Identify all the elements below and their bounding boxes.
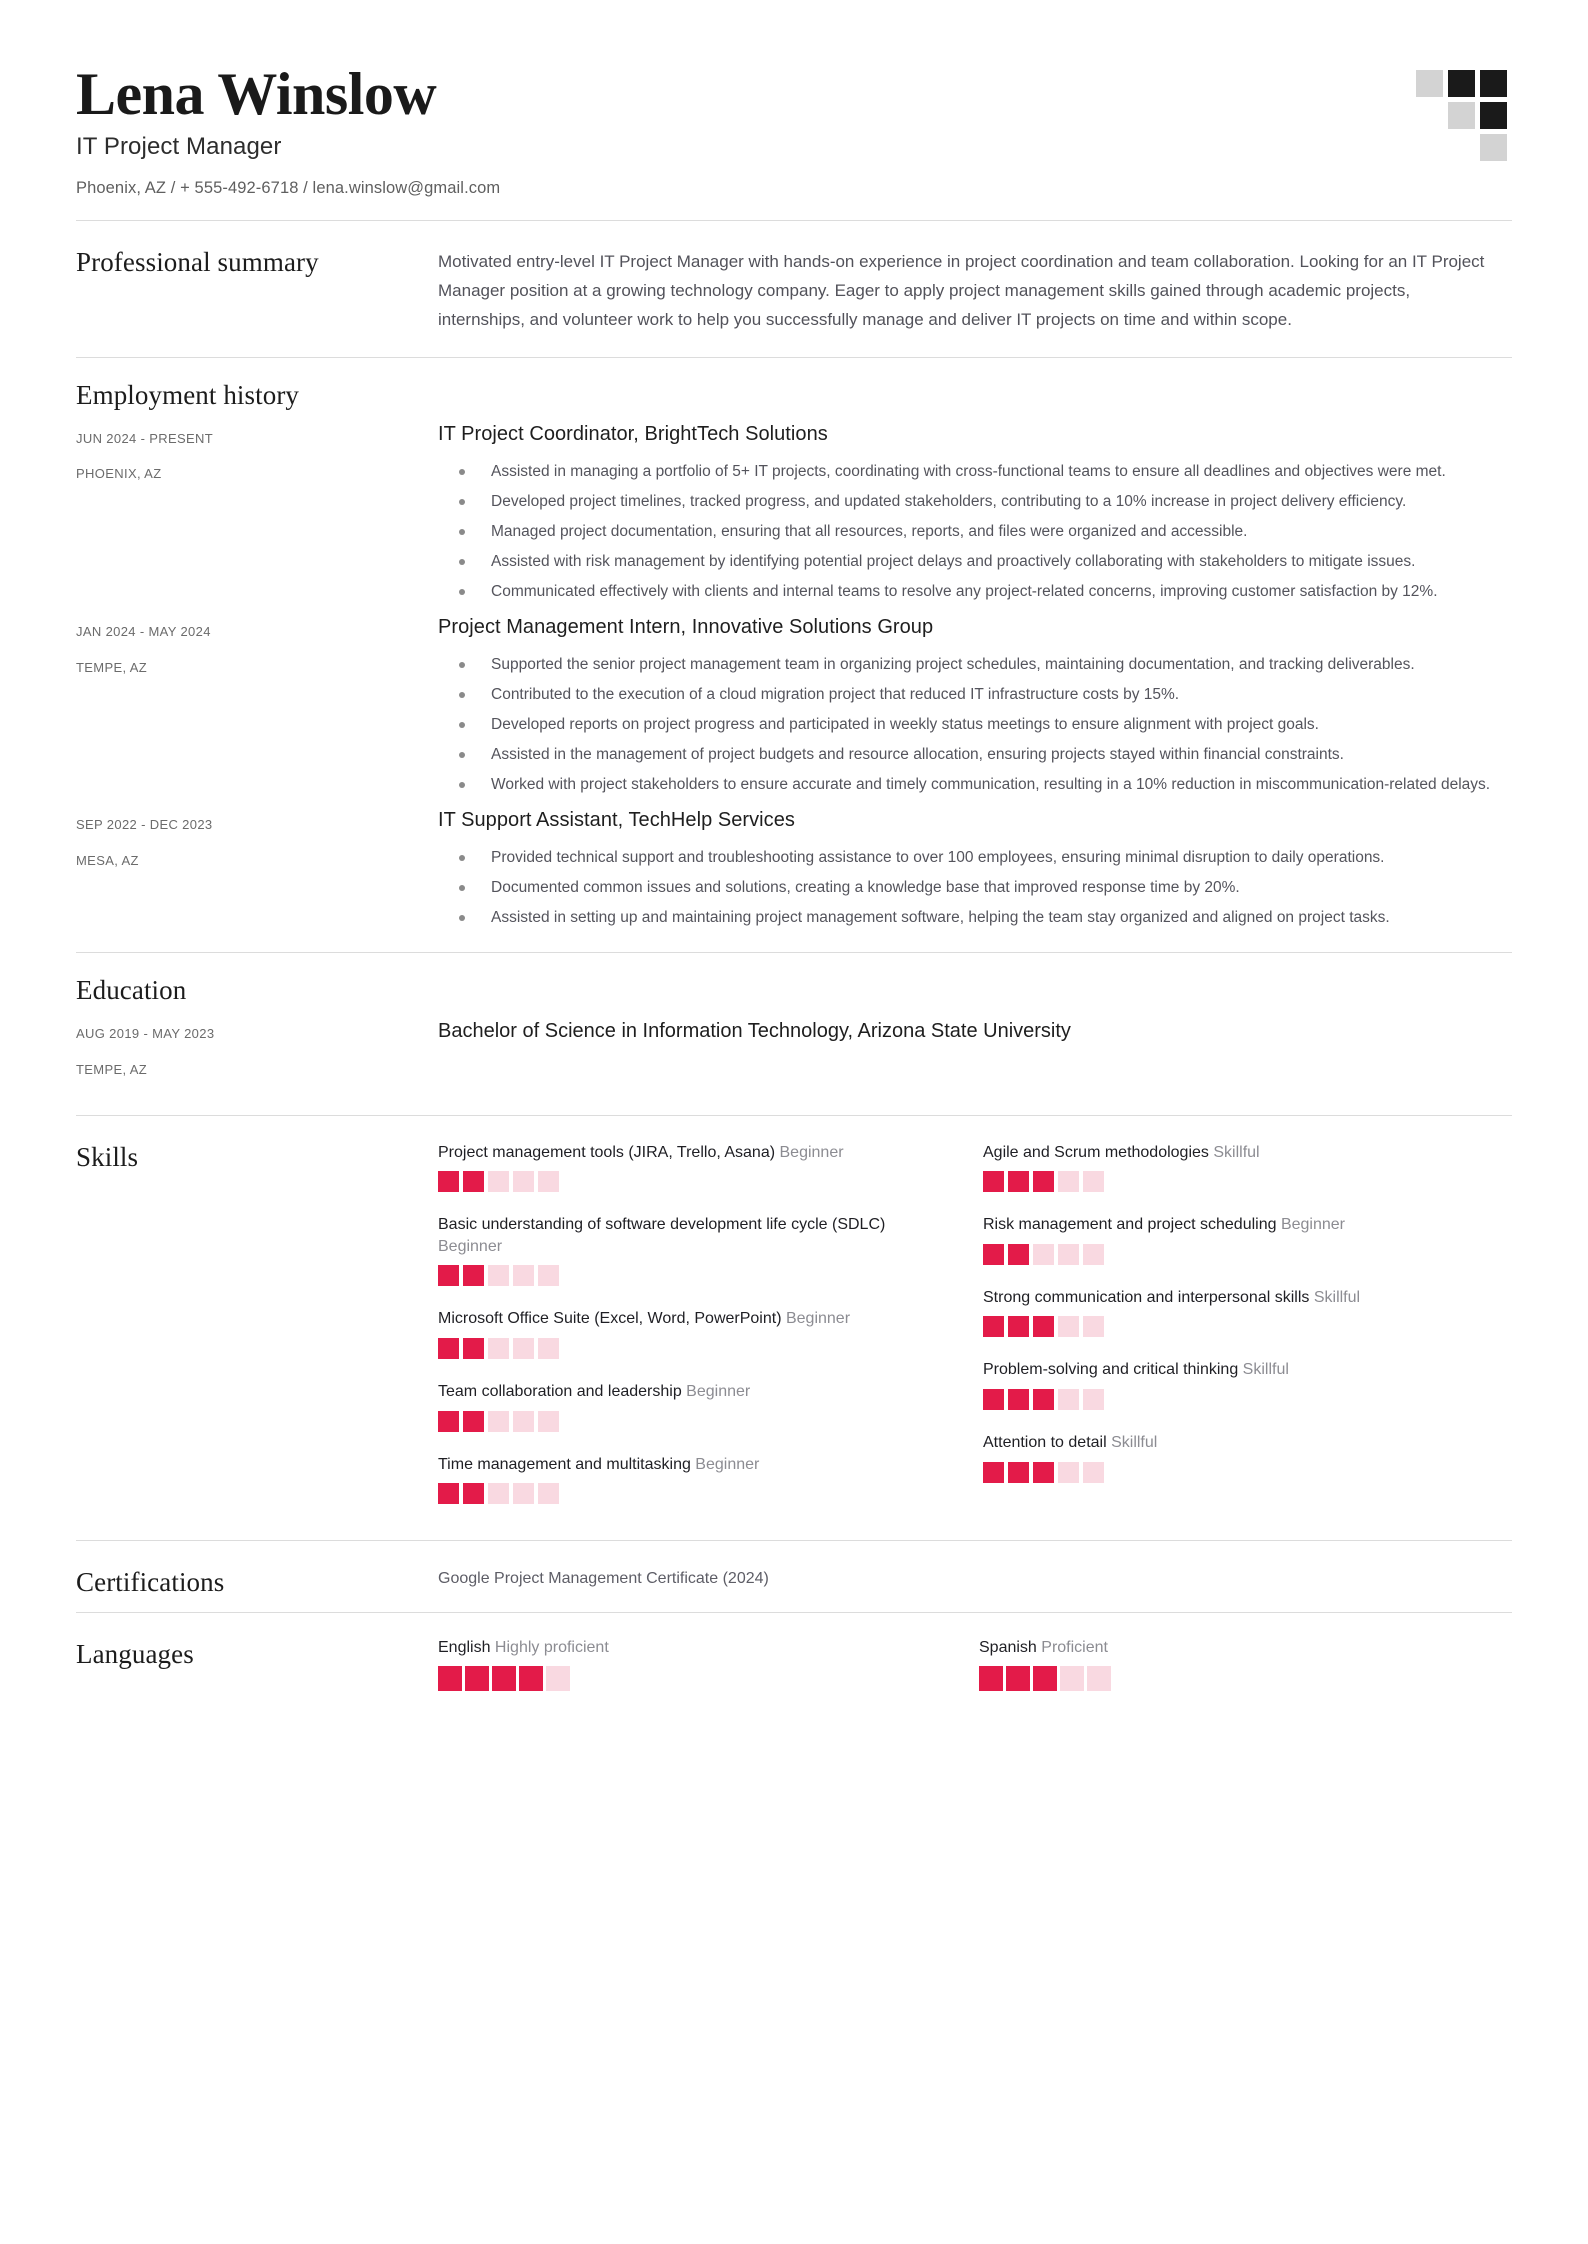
skill-item	[983, 1142, 1512, 1193]
skill-rating-square	[983, 1171, 1004, 1192]
section-title-employment: Employment history	[76, 379, 300, 410]
brand-logo-icon	[1416, 70, 1512, 166]
skill-item	[983, 1287, 1512, 1338]
language-rating-bar	[519, 1666, 543, 1691]
employment-bullet: Developed project timelines, tracked progress, and updated stakeholders, contributing to a 10% increase in project delivery efficiency.	[438, 490, 1512, 514]
skill-rating-square	[1083, 1462, 1104, 1483]
employment-bullet: Assisted with risk management by identifying potential project delays and proactively collaborating with stakeholders to mitigate issues.	[438, 550, 1512, 574]
education-entry-body	[438, 1018, 1512, 1043]
skill-rating-square	[513, 1265, 534, 1286]
employment-entry-dates: JAN 2024 - MAY 2024	[76, 623, 211, 639]
candidate-job-title: IT Project Manager	[76, 132, 282, 160]
skill-level: Beginner	[690, 1455, 760, 1473]
employment-entry-location: MESA, AZ	[76, 852, 139, 868]
employment-entry	[76, 423, 1512, 610]
education-entry-meta	[76, 1018, 438, 1099]
skill-item	[438, 1142, 975, 1193]
employment-bullet: Developed reports on project progress and participated in weekly status meetings to ensure alignment with project goals.	[438, 713, 1512, 737]
skills-column-left	[438, 1142, 975, 1527]
education-entry-location: TEMPE, AZ	[76, 1061, 148, 1077]
skill-name: Agile and Scrum methodologies	[983, 1143, 1209, 1161]
skill-level: Beginner	[681, 1383, 751, 1401]
employment-entry-heading: Project Management Intern, Innovative Solutions Group	[438, 615, 934, 638]
section-employment-history	[76, 358, 1512, 952]
skill-rating-square	[1058, 1171, 1079, 1192]
skills-title-col	[76, 1142, 438, 1173]
skill-rating	[438, 1265, 951, 1286]
skill-level: Skillful	[1238, 1361, 1289, 1379]
skill-rating-square	[438, 1483, 459, 1504]
skill-level: Beginner	[775, 1143, 844, 1161]
section-professional-summary	[76, 221, 1512, 357]
skill-rating-square	[983, 1389, 1004, 1410]
employment-entry	[76, 809, 1512, 936]
skills-body-col	[438, 1142, 1512, 1527]
employment-bullet: Documented common issues and solutions, creating a knowledge base that improved response time by 20%.	[438, 876, 1512, 900]
skill-rating-square	[1083, 1389, 1104, 1410]
education-title-row	[76, 975, 1512, 1006]
skill-rating-square	[488, 1411, 509, 1432]
skills-column-right	[975, 1142, 1512, 1527]
language-rating-bar	[979, 1666, 1003, 1691]
skill-rating	[983, 1244, 1488, 1265]
skill-label	[983, 1359, 1488, 1381]
language-rating-bar	[546, 1666, 570, 1691]
skill-rating-square	[1008, 1462, 1029, 1483]
skill-item	[438, 1308, 975, 1359]
resume-header	[76, 62, 1512, 220]
skill-rating-square	[1058, 1244, 1079, 1265]
language-level: Proficient	[1036, 1639, 1108, 1657]
skill-rating	[983, 1316, 1488, 1337]
skill-rating-square	[463, 1411, 484, 1432]
skill-item	[983, 1214, 1512, 1265]
skill-label	[438, 1214, 951, 1257]
language-label	[979, 1639, 1512, 1657]
skill-rating-square	[488, 1483, 509, 1504]
education-entries-list	[76, 1018, 1512, 1099]
skill-rating-square	[538, 1265, 559, 1286]
section-title-languages: Languages	[76, 1639, 194, 1670]
language-rating-bar	[492, 1666, 516, 1691]
language-rating-bar	[465, 1666, 489, 1691]
languages-body-col	[438, 1639, 1512, 1691]
candidate-name: Lena Winslow	[76, 61, 437, 127]
skill-rating	[983, 1389, 1488, 1410]
skill-rating-square	[513, 1483, 534, 1504]
employment-jobs-list	[76, 423, 1512, 936]
employment-entry-meta	[76, 423, 438, 504]
education-entry	[76, 1018, 1512, 1099]
skill-item	[983, 1359, 1512, 1410]
summary-text: Motivated entry-level IT Project Manager with hands-on experience in project coordination and team collaboration. Looking for an IT Project Manager position at a growing technology company. Eager to apply project management skills gained through academic projects, internships, and volunteer work to help you successfully manage and deliver IT projects on time and within scope.	[438, 251, 1485, 330]
skill-rating-square	[1033, 1462, 1054, 1483]
skill-rating-square	[438, 1171, 459, 1192]
summary-title-col	[76, 247, 438, 278]
employment-entry-body	[438, 809, 1512, 936]
language-rating-bar	[1060, 1666, 1084, 1691]
skill-name: Microsoft Office Suite (Excel, Word, PowerPoint)	[438, 1310, 782, 1328]
skill-rating-square	[1058, 1316, 1079, 1337]
section-title-skills: Skills	[76, 1141, 139, 1172]
skill-name: Strong communication and interpersonal skills	[983, 1288, 1310, 1306]
skill-level: Beginner	[781, 1310, 851, 1328]
skill-name: Attention to detail	[983, 1434, 1107, 1452]
employment-title-row	[76, 380, 1512, 411]
skill-rating-square	[488, 1338, 509, 1359]
skill-rating-square	[463, 1265, 484, 1286]
skill-level: Beginner	[1276, 1216, 1345, 1234]
skill-label	[983, 1287, 1488, 1309]
skill-rating-square	[463, 1338, 484, 1359]
skill-rating-square	[513, 1171, 534, 1192]
language-rating	[438, 1666, 971, 1691]
skill-rating-square	[1083, 1171, 1104, 1192]
skill-rating-square	[513, 1411, 534, 1432]
employment-bullet: Assisted in the management of project budgets and resource allocation, ensuring projects stayed within financial constraints.	[438, 743, 1512, 767]
skill-rating-square	[1058, 1389, 1079, 1410]
employment-bullet: Supported the senior project management team in organizing project schedules, maintaining documentation, and tracking deliverables.	[438, 653, 1512, 677]
certifications-body-col	[438, 1567, 1512, 1591]
skill-rating-square	[538, 1338, 559, 1359]
certification-item: Google Project Management Certificate (2024)	[438, 1570, 769, 1588]
employment-entry-dates: SEP 2022 - DEC 2023	[76, 816, 213, 832]
section-education	[76, 953, 1512, 1115]
skill-name: Basic understanding of software development life cycle (SDLC)	[438, 1216, 886, 1234]
education-entry-heading: Bachelor of Science in Information Technology, Arizona State University	[438, 1019, 1071, 1042]
employment-entry-bullets	[438, 653, 1512, 797]
skill-rating	[983, 1171, 1488, 1192]
employment-entry-heading: IT Project Coordinator, BrightTech Solutions	[438, 422, 828, 445]
skill-rating-square	[488, 1265, 509, 1286]
skill-name: Project management tools (JIRA, Trello, Asana)	[438, 1143, 776, 1161]
skill-rating-square	[538, 1171, 559, 1192]
skill-label	[983, 1142, 1488, 1164]
skill-label	[983, 1432, 1488, 1454]
language-level: Highly proficient	[490, 1639, 609, 1657]
skill-item	[438, 1214, 975, 1286]
employment-entry-meta	[76, 616, 438, 697]
skill-rating-square	[513, 1338, 534, 1359]
language-rating	[979, 1666, 1512, 1691]
languages-grid	[438, 1639, 1512, 1691]
skill-label	[438, 1381, 951, 1403]
skill-rating-square	[1033, 1316, 1054, 1337]
employment-entry-heading: IT Support Assistant, TechHelp Services	[438, 808, 795, 831]
section-skills	[76, 1116, 1512, 1541]
employment-bullet: Assisted in managing a portfolio of 5+ IT projects, coordinating with cross-functional teams to ensure all deadlines and objectives were met.	[438, 460, 1512, 484]
section-title-certifications: Certifications	[76, 1567, 225, 1598]
certifications-list	[438, 1567, 1512, 1591]
skill-rating	[438, 1483, 951, 1504]
employment-entry-bullets	[438, 846, 1512, 930]
skill-rating-square	[1058, 1462, 1079, 1483]
language-rating-bar	[1087, 1666, 1111, 1691]
employment-bullet: Assisted in setting up and maintaining project management software, helping the team stay organized and aligned on project tasks.	[438, 906, 1512, 930]
skill-rating-square	[1033, 1171, 1054, 1192]
skill-rating-square	[983, 1462, 1004, 1483]
skill-rating-square	[538, 1411, 559, 1432]
section-certifications	[76, 1541, 1512, 1612]
skill-name: Team collaboration and leadership	[438, 1383, 682, 1401]
employment-entry-meta	[76, 809, 438, 890]
skill-name: Time management and multitasking	[438, 1455, 691, 1473]
skill-rating-square	[1083, 1244, 1104, 1265]
skill-item	[983, 1432, 1512, 1483]
skill-name: Problem-solving and critical thinking	[983, 1361, 1239, 1379]
skill-label	[438, 1308, 951, 1330]
skill-item	[438, 1454, 975, 1505]
skill-label	[438, 1454, 951, 1476]
language-name: Spanish	[979, 1639, 1037, 1657]
employment-entry	[76, 616, 1512, 803]
skill-rating-square	[438, 1338, 459, 1359]
skill-rating	[983, 1462, 1488, 1483]
employment-bullet: Communicated effectively with clients and internal teams to resolve any project-related concerns, improving customer satisfaction by 12%.	[438, 580, 1512, 604]
employment-bullet: Managed project documentation, ensuring that all resources, reports, and files were organized and accessible.	[438, 520, 1512, 544]
skill-rating-square	[463, 1171, 484, 1192]
skill-label	[438, 1142, 951, 1164]
language-rating-bar	[1033, 1666, 1057, 1691]
skill-rating	[438, 1411, 951, 1432]
skill-rating-square	[1033, 1389, 1054, 1410]
language-name: English	[438, 1639, 491, 1657]
section-title-education: Education	[76, 974, 187, 1005]
skill-rating-square	[438, 1411, 459, 1432]
skill-rating-square	[438, 1265, 459, 1286]
skill-level: Beginner	[438, 1237, 503, 1255]
skill-name: Risk management and project scheduling	[983, 1216, 1277, 1234]
skill-rating-square	[1008, 1316, 1029, 1337]
employment-entry-body	[438, 423, 1512, 610]
language-item	[971, 1639, 1512, 1691]
skill-rating-square	[538, 1483, 559, 1504]
language-label	[438, 1639, 971, 1657]
employment-bullet: Provided technical support and troubleshooting assistance to over 100 employees, ensuring minimal disruption to daily operations.	[438, 846, 1512, 870]
employment-entry-body	[438, 616, 1512, 803]
skill-rating-square	[983, 1244, 1004, 1265]
skill-rating-square	[1008, 1244, 1029, 1265]
employment-entry-location: PHOENIX, AZ	[76, 466, 162, 482]
skill-rating-square	[1033, 1244, 1054, 1265]
skill-level: Skillful	[1309, 1288, 1361, 1306]
section-languages	[76, 1613, 1512, 1713]
contact-line: Phoenix, AZ / + 555-492-6718 / lena.winslow@gmail.com	[76, 178, 501, 197]
employment-entry-bullets	[438, 460, 1512, 604]
employment-entry-location: TEMPE, AZ	[76, 659, 148, 675]
language-item	[438, 1639, 971, 1691]
skill-rating	[438, 1171, 951, 1192]
employment-bullet: Worked with project stakeholders to ensure accurate and timely communication, resulting in a 10% reduction in miscommunication-related delays.	[438, 773, 1512, 797]
section-title-summary: Professional summary	[76, 246, 319, 277]
skill-rating-square	[1008, 1171, 1029, 1192]
skill-rating-square	[1083, 1316, 1104, 1337]
skill-rating-square	[983, 1316, 1004, 1337]
employment-bullet: Contributed to the execution of a cloud migration project that reduced IT infrastructure costs by 15%.	[438, 683, 1512, 707]
languages-title-col	[76, 1639, 438, 1670]
employment-entry-dates: JUN 2024 - PRESENT	[76, 430, 214, 446]
skill-rating-square	[1008, 1389, 1029, 1410]
summary-body-col	[438, 247, 1512, 335]
skill-item	[438, 1381, 975, 1432]
skill-rating-square	[463, 1483, 484, 1504]
skill-label	[983, 1214, 1488, 1236]
skill-level: Skillful	[1208, 1143, 1260, 1161]
skills-grid	[438, 1142, 1512, 1527]
skill-rating	[438, 1338, 951, 1359]
language-rating-bar	[1006, 1666, 1030, 1691]
certifications-title-col	[76, 1567, 438, 1598]
language-rating-bar	[438, 1666, 462, 1691]
skill-level: Skillful	[1106, 1434, 1158, 1452]
skill-rating-square	[488, 1171, 509, 1192]
education-entry-dates: AUG 2019 - MAY 2023	[76, 1025, 215, 1041]
